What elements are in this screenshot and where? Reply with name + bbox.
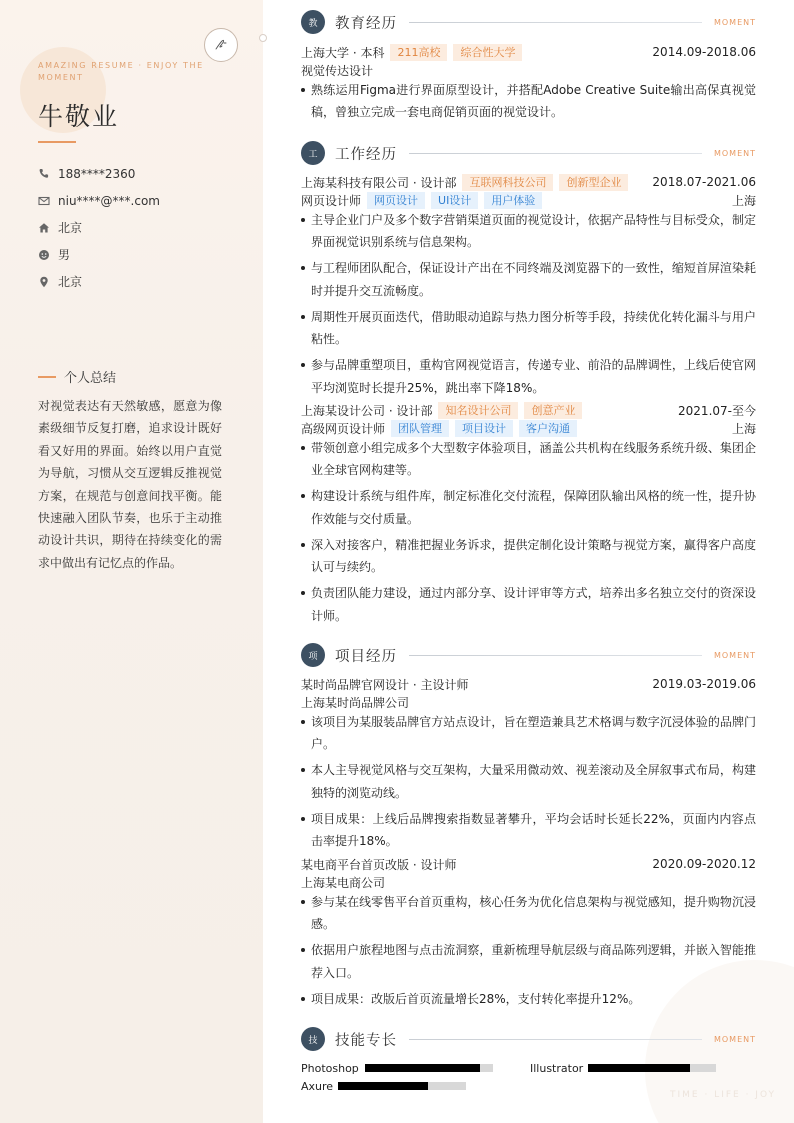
list-item: 构建设计系统与组件库，制定标准化交付流程，保障团队输出风格的统一性，提升协作效能与交付质量。 xyxy=(301,485,756,530)
job-date: 2018.07-2021.06 xyxy=(652,175,756,189)
role-tag: 项目设计 xyxy=(455,420,513,437)
list-item: 主导企业门户及多个数字营销渠道页面的视觉设计，依据产品特性与目标受众，制定界面视觉识别系统与信息架构。 xyxy=(301,209,756,254)
list-item: 项目成果：上线后品牌搜索指数显著攀升，平均会话时长延长22%，页面内内容点击率提升18%。 xyxy=(301,808,756,853)
contact-location xyxy=(38,268,238,295)
section-title: 工作经历 xyxy=(335,146,397,163)
decorative-dot xyxy=(259,34,267,42)
company-tag: 创意产业 xyxy=(524,402,582,419)
project-header-row xyxy=(301,675,756,693)
gender-text: 男 xyxy=(58,248,71,262)
job-date: 2021.07-至今 xyxy=(678,403,756,418)
mail-icon xyxy=(38,195,50,207)
list-item: 本人主导视觉风格与交互架构，大量采用微动效、视差滚动及全屏叙事式布局，构建独特的浏览动线。 xyxy=(301,759,756,804)
summary-text: 对视觉表达有天然敏感，愿意为像素级细节反复打磨，追求设计既好看又好用的界面。始终以用户直觉为导航，习惯从交互逻辑反推视觉方案，在规范与创意间找平衡。能快速融入团队节奏，也乐于主动推动设计共识，期待在持续变化的需求中做出有记忆点的作品。 xyxy=(38,399,222,570)
list-item: 深入对接客户，精准把握业务诉求，提供定制化设计策略与视觉方案，赢得客户高度认可与续约。 xyxy=(301,534,756,579)
signature-badge xyxy=(204,28,238,62)
skill-fill xyxy=(365,1064,480,1072)
section-title: 技能专长 xyxy=(335,1032,397,1049)
work-badge-icon: 工 xyxy=(301,141,325,165)
location-icon xyxy=(38,276,50,288)
school-tag: 综合性大学 xyxy=(453,44,522,61)
skill-item xyxy=(530,1061,716,1075)
project-header-row xyxy=(301,855,756,873)
school-tag: 211高校 xyxy=(390,44,447,61)
contact-home xyxy=(38,214,238,241)
email-text: niu****@***.com xyxy=(58,193,160,208)
job-city: 上海 xyxy=(731,421,756,436)
section-tag: MOMENT xyxy=(713,17,756,27)
project-name: 某电商平台首页改版 · 设计师 xyxy=(301,857,457,872)
skill-name: Photoshop xyxy=(301,1061,359,1075)
role-tag: UI设计 xyxy=(431,192,478,209)
gender-icon xyxy=(38,249,50,261)
section-tag: MOMENT xyxy=(713,650,756,660)
sidebar xyxy=(0,0,263,1123)
education-header-row xyxy=(301,43,756,61)
skills-badge-icon: 技 xyxy=(301,1027,325,1051)
location-text: 北京 xyxy=(58,275,83,289)
tagline: AMAZING RESUME · ENJOY THE MOMENT xyxy=(38,61,204,82)
section-divider xyxy=(409,1039,702,1040)
project-client: 上海某时尚品牌公司 xyxy=(301,695,410,710)
contact-email xyxy=(38,187,238,214)
section-work xyxy=(301,141,756,165)
education-bullets xyxy=(301,79,756,127)
role-tag: 客户沟通 xyxy=(519,420,577,437)
list-item: 带领创意小组完成多个大型数字体验项目，涵盖公共机构在线服务系统升级、集团企业全球官网构建等。 xyxy=(301,437,756,482)
section-tag: MOMENT xyxy=(713,1034,756,1044)
phone-text: 188****2360 xyxy=(58,166,136,181)
skill-item xyxy=(301,1061,493,1075)
company-name: 上海某设计公司 · 设计部 xyxy=(301,403,433,418)
job-header-row xyxy=(301,173,756,191)
project-client: 上海某电商公司 xyxy=(301,875,386,890)
list-item: 参与品牌重塑项目，重构官网视觉语言，传递专业、前沿的品牌调性，上线后使官网平均浏览时长提升25%，跳出率下降18%。 xyxy=(301,354,756,399)
school-name: 上海大学 · 本科 xyxy=(301,45,385,60)
skill-name: Axure xyxy=(301,1079,334,1093)
list-item: 周期性开展页面迭代，借助眼动追踪与热力图分析等手段，持续优化转化漏斗与用户粘性。 xyxy=(301,306,756,351)
skill-fill xyxy=(588,1064,690,1072)
job-role: 网页设计师 xyxy=(301,193,362,208)
skill-bar xyxy=(365,1064,493,1072)
skill-name: Illustrator xyxy=(530,1061,584,1075)
project-client-row xyxy=(301,873,756,891)
section-education xyxy=(301,10,756,34)
skill-fill xyxy=(338,1082,428,1090)
list-item: 参与某在线零售平台首页重构，核心任务为优化信息架构与视觉感知，提升购物沉浸感。 xyxy=(301,891,756,936)
project-client-row xyxy=(301,693,756,711)
project-bullets xyxy=(301,711,756,856)
project-bullets xyxy=(301,891,756,1014)
project-date: 2020.09-2020.12 xyxy=(652,857,756,871)
signature-icon xyxy=(213,37,229,53)
name-underline xyxy=(38,141,76,143)
role-tag: 网页设计 xyxy=(367,192,425,209)
contact-list xyxy=(38,160,238,295)
list-item: 依据用户旅程地图与点击流洞察，重新梳理导航层级与商品陈列逻辑，并嵌入智能推荐入口。 xyxy=(301,939,756,984)
skill-bar xyxy=(338,1082,466,1090)
contact-phone xyxy=(38,160,238,187)
job-bullets xyxy=(301,209,756,403)
education-major-row xyxy=(301,61,756,79)
major: 视觉传达设计 xyxy=(301,63,374,78)
job-role-row xyxy=(301,191,756,209)
section-divider xyxy=(409,655,702,656)
section-divider xyxy=(409,22,702,23)
company-name: 上海某科技有限公司 · 设计部 xyxy=(301,175,457,190)
list-item: 该项目为某服装品牌官方站点设计，旨在塑造兼具艺术格调与数字沉浸体验的品牌门户。 xyxy=(301,711,756,756)
list-item: 与工程师团队配合，保证设计产出在不同终端及浏览器下的一致性，缩短首屏渲染耗时并提升交互流畅度。 xyxy=(301,257,756,302)
summary-heading xyxy=(38,367,116,386)
watermark-text: TIME · LIFE · JOY xyxy=(670,1090,777,1100)
section-title: 教育经历 xyxy=(335,15,397,32)
role-tag: 用户体验 xyxy=(484,192,542,209)
list-item: 熟练运用Figma进行界面原型设计，并搭配Adobe Creative Suite输出高保真视觉稿，曾独立完成一套电商促销页面的视觉设计。 xyxy=(301,79,756,124)
project-date: 2019.03-2019.06 xyxy=(652,677,756,691)
home-icon xyxy=(38,222,50,234)
project-name: 某时尚品牌官网设计 · 主设计师 xyxy=(301,677,469,692)
company-tag: 知名设计公司 xyxy=(438,402,518,419)
role-tag: 团队管理 xyxy=(391,420,449,437)
project-badge-icon: 项 xyxy=(301,643,325,667)
section-divider xyxy=(409,153,702,154)
company-tag: 互联网科技公司 xyxy=(462,174,553,191)
job-role: 高级网页设计师 xyxy=(301,421,386,436)
company-tag: 创新型企业 xyxy=(559,174,628,191)
education-badge-icon: 教 xyxy=(301,10,325,34)
job-bullets xyxy=(301,437,756,631)
skill-item xyxy=(301,1079,466,1093)
section-skills xyxy=(301,1027,756,1051)
section-tag: MOMENT xyxy=(713,148,756,158)
phone-icon xyxy=(38,168,50,180)
education-date: 2014.09-2018.06 xyxy=(652,45,756,59)
summary-dash xyxy=(38,376,56,378)
section-projects xyxy=(301,643,756,667)
job-role-row xyxy=(301,419,756,437)
contact-gender xyxy=(38,241,238,268)
summary-title: 个人总结 xyxy=(64,371,117,386)
home-text: 北京 xyxy=(58,221,83,235)
list-item: 负责团队能力建设，通过内部分享、设计评审等方式，培养出多名独立交付的资深设计师。 xyxy=(301,582,756,627)
section-title: 项目经历 xyxy=(335,648,397,665)
skill-bar xyxy=(588,1064,716,1072)
list-item: 项目成果：改版后首页流量增长28%，支付转化率提升12%。 xyxy=(301,988,756,1010)
job-city: 上海 xyxy=(731,193,756,208)
job-header-row xyxy=(301,401,756,419)
candidate-name: 牛敬业 xyxy=(38,102,120,131)
